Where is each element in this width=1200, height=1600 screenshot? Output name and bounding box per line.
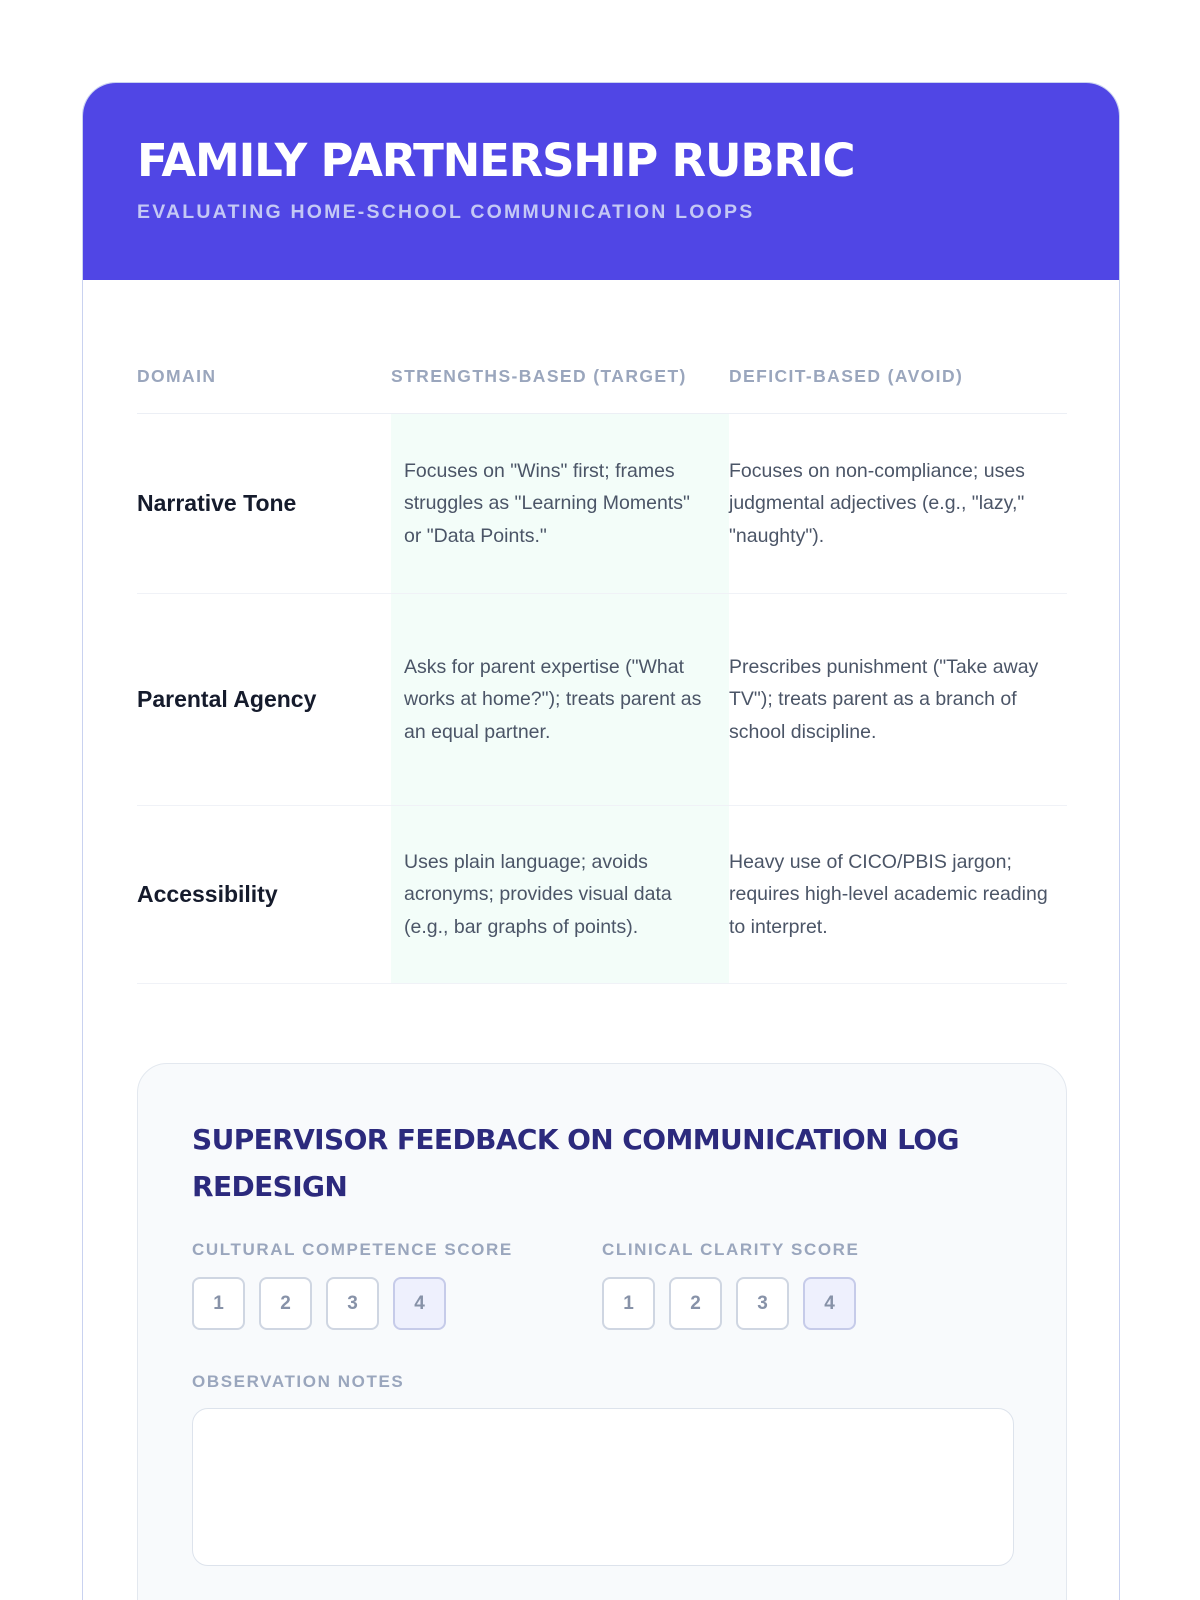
cultural-score-2-button[interactable]: 2 bbox=[259, 1277, 312, 1330]
cultural-competence-score bbox=[192, 1240, 602, 1330]
target-text: Asks for parent expertise ("What works at home?"); treats parent as an equal partner. bbox=[404, 655, 702, 743]
avoid-text: Focuses on non-compliance; uses judgmental adjectives (e.g., "lazy," "naughty"). bbox=[729, 459, 1025, 547]
cultural-competence-options bbox=[192, 1277, 602, 1330]
table-row bbox=[137, 806, 1067, 984]
cultural-score-1-button[interactable]: 1 bbox=[192, 1277, 245, 1330]
page-subtitle: EVALUATING HOME-SCHOOL COMMUNICATION LOOPS bbox=[137, 201, 755, 223]
column-header-target: STRENGTHS-BASED (TARGET) bbox=[391, 366, 687, 386]
cultural-score-3-button[interactable]: 3 bbox=[326, 1277, 379, 1330]
target-text: Uses plain language; avoids acronyms; provides visual data (e.g., bar graphs of points). bbox=[404, 850, 672, 938]
clinical-score-2-button[interactable]: 2 bbox=[669, 1277, 722, 1330]
cultural-score-4-button[interactable]: 4 bbox=[393, 1277, 446, 1330]
rubric-table bbox=[137, 340, 1067, 984]
rubric-card bbox=[82, 82, 1120, 1600]
page-title: FAMILY PARTNERSHIP RUBRIC bbox=[137, 134, 855, 187]
domain-cell: Narrative Tone bbox=[137, 490, 297, 516]
column-header-avoid: DEFICIT-BASED (AVOID) bbox=[729, 366, 964, 386]
domain-cell: Parental Agency bbox=[137, 686, 317, 712]
clinical-clarity-label: CLINICAL CLARITY SCORE bbox=[602, 1240, 860, 1259]
avoid-text: Heavy use of CICO/PBIS jargon; requires high-level academic reading to interpret. bbox=[729, 850, 1048, 938]
cultural-competence-label: CULTURAL COMPETENCE SCORE bbox=[192, 1240, 513, 1259]
avoid-cell bbox=[729, 806, 1067, 983]
avoid-text: Prescribes punishment ("Take away TV"); treats parent as a branch of school discipline. bbox=[729, 655, 1039, 743]
clinical-clarity-score bbox=[602, 1240, 1012, 1330]
clinical-score-1-button[interactable]: 1 bbox=[602, 1277, 655, 1330]
target-text: Focuses on "Wins" first; frames struggles as "Learning Moments" or "Data Points." bbox=[404, 459, 690, 547]
feedback-title: SUPERVISOR FEEDBACK ON COMMUNICATION LOG REDESIGN bbox=[192, 1123, 959, 1203]
column-header-domain: DOMAIN bbox=[137, 366, 217, 386]
target-cell bbox=[391, 806, 729, 983]
target-cell bbox=[391, 594, 729, 805]
domain-cell: Accessibility bbox=[137, 881, 278, 907]
header bbox=[83, 83, 1119, 280]
table-row bbox=[137, 594, 1067, 806]
observation-notes-input[interactable] bbox=[192, 1408, 1014, 1566]
avoid-cell bbox=[729, 594, 1067, 805]
supervisor-feedback-panel bbox=[137, 1063, 1067, 1600]
score-section bbox=[192, 1240, 1012, 1330]
table-header bbox=[137, 340, 1067, 414]
clinical-score-4-button[interactable]: 4 bbox=[803, 1277, 856, 1330]
target-cell bbox=[391, 414, 729, 593]
table-row bbox=[137, 414, 1067, 594]
clinical-score-3-button[interactable]: 3 bbox=[736, 1277, 789, 1330]
avoid-cell bbox=[729, 414, 1067, 593]
clinical-clarity-options bbox=[602, 1277, 1012, 1330]
observation-notes-label: OBSERVATION NOTES bbox=[192, 1372, 405, 1391]
